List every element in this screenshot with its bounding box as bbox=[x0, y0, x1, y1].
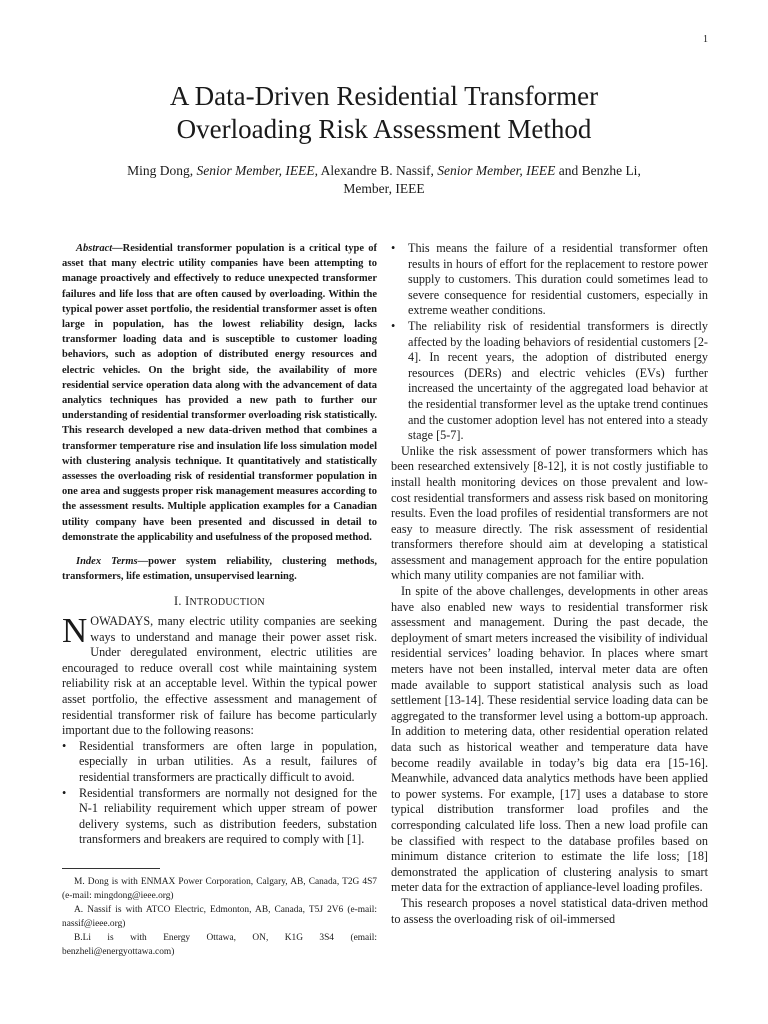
footnotes bbox=[62, 875, 377, 959]
list-item: • Residential transformers are often large in population, especially in urban utilities. As a result, failures of residential transformers are practically difficult to avoid. bbox=[62, 739, 377, 786]
author-list bbox=[90, 162, 678, 198]
author-2-name: , Alexandre B. Nassif, bbox=[314, 163, 438, 178]
abstract-label: Abstract bbox=[76, 243, 113, 254]
authors-line-2: Member, IEEE bbox=[343, 181, 425, 196]
footnote-divider bbox=[62, 868, 160, 869]
index-terms-text: —power system reliability, clustering methods, transformers, life estimation, unsupervised learning. bbox=[62, 556, 377, 583]
reasons-list-continued bbox=[391, 241, 708, 444]
author-1-name: Ming Dong, bbox=[127, 163, 197, 178]
drop-cap: N bbox=[62, 611, 88, 651]
author-3-name: and Benzhe Li, bbox=[555, 163, 641, 178]
index-terms-label: Index Terms bbox=[76, 556, 138, 568]
title-line-2: Overloading Risk Assessment Method bbox=[176, 114, 592, 144]
authors-line-1 bbox=[90, 162, 678, 180]
abstract-text: —Residential transformer population is a critical type of asset that many electric utility companies have been attempting to manage proactively and effectively to reduce unexpected transformer failures and life loss that are often caused by overloading. Within the typical power asset portfolio, the residential transformer asset is often large in population, has the lowest reliability design, lacks transformer loading data and is susceptible to customer loading behaviors, such as adoption of distributed energy resources and electric vehicles. On the bright side, the availability of more residential service operation data along with the advancement of data analytics techniques has provided a new path to further our understanding of residential transformer overloading risk statistically. This research developed a new data-driven method that combines a transformer temperature rise and insulation life loss simulation model with clustering analysis technique. It quantitatively and statistically assesses the overloading risk of residential transformer population in one area and suggests proper risk management measures according to the assessment results. Multiple application examples for a Canadian utility company have been presented and discussed in detail to demonstrate the applicability and usefulness of the proposed method. bbox=[62, 243, 377, 543]
paper-title bbox=[0, 80, 768, 146]
intro-paragraph-2: Unlike the risk assessment of power transformers which has been researched extensively [8-12], it is not costly justifiable to install health monitoring devices on those prevalent and low-cost residential transformers and assess risk based on monitoring results. Even the load profiles of residential transformers are not easy to measure directly. The risk assessment of residential transformers therefore should aim at developing a statistical assessment and management approach for the entire population which many utility companies are not familiar with. bbox=[391, 443, 708, 583]
footnote-author-2: A. Nassif is with ATCO Electric, Edmonton, AB, Canada, T5J 2V6 (e-mail: nassif@ieee.org) bbox=[62, 904, 377, 929]
list-item: • The reliability risk of residential transformers is directly affected by the loading behaviors of residential customers [2-4]. In recent years, the adoption of distributed energy resources (DERs) and electric vehicles (EVs) further increased the uncertainty of the aggregated load behavior at the residential transformer level as the uptake trend continues and the customer adoption level has not entered into a steady stage [5-7]. bbox=[391, 319, 708, 444]
author-1-role: Senior Member, IEEE bbox=[196, 163, 315, 178]
intro-paragraph-1: NOWADAYS, many electric utility companies are seeking ways to understand and manage their power asset risk. Under deregulated environment, electric utilities are encouraged to reduce overall cost while maintaining system reliability risk at an acceptable level. Within the typical power asset portfolio, the effective assessment and management of residential transformer risk of failure has become particularly important due to the following reasons: bbox=[62, 611, 377, 738]
list-item: • This means the failure of a residential transformer often results in hours of effort for the replacement to restore power supply to customers. This duration could sometimes lead to severe consequence for residential customers, especially in extreme weather conditions. bbox=[391, 241, 708, 319]
footnote-author-3: B.Li is with Energy Ottawa, ON, K1G 3S4 (email: benzheli@energyottawa.com) bbox=[62, 932, 377, 957]
right-column bbox=[391, 241, 708, 927]
intro-paragraph-3: In spite of the above challenges, developments in other areas have also enabled new ways to residential transformer risk assessment and management. During the past decade, the deployment of smart meters increased the visibility of individual residential services’ loading behavior. In places where smart meters have not been installed, interval meter data are often made available to support statistical analysis such as load settlement [13-14]. These residential service loading data can be aggregated to the transformer level using a bottom-up approach. In addition to metering data, other residential operation related data such as historical weather and temperature data have become readily available in today’s big data era [15-16]. Meanwhile, advanced data analytics methods have been applied to power systems. For example, [17] uses a database to store typical distribution transformer load profiles and the corresponding calculated life loss. Then a new load profile can be classified with respect to the database profiles based on minimum distance criterion to estimate the life loss; [18] demonstrated the application of clustering analysis to smart meter data for the extraction of appliance-level loading profiles. bbox=[391, 584, 708, 895]
list-item: • Residential transformers are normally not designed for the N-1 reliability requirement which upper stream of power delivery systems, such as distribution feeders, substation transformers and breakers are required to comply with [1]. bbox=[62, 786, 377, 848]
intro-paragraph-4: This research proposes a novel statistical data-driven method to assess the overloading risk of oil-immersed bbox=[391, 895, 708, 926]
index-terms bbox=[62, 554, 377, 584]
author-2-role: Senior Member, IEEE bbox=[437, 163, 556, 178]
left-column bbox=[62, 241, 377, 959]
title-line-1: A Data-Driven Residential Transformer bbox=[169, 81, 599, 111]
page-number: 1 bbox=[703, 34, 708, 45]
reasons-list bbox=[62, 739, 377, 848]
section-heading-introduction: I. INTRODUCTION bbox=[174, 594, 265, 609]
footnote-author-1: M. Dong is with ENMAX Power Corporation, Calgary, AB, Canada, T2G 4S7 (e-mail: mingdong@ieee.org) bbox=[62, 876, 377, 901]
abstract bbox=[62, 241, 377, 545]
